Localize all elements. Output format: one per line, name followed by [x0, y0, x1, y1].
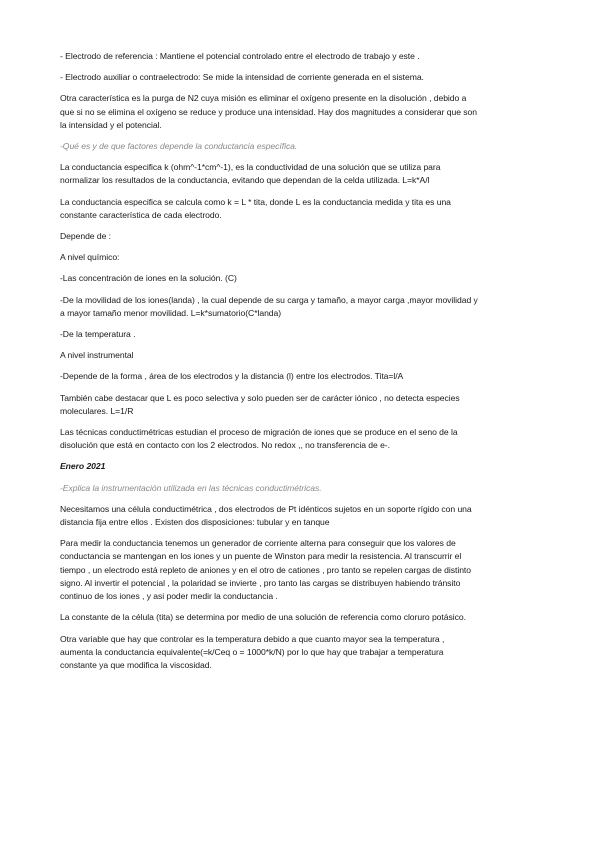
text-line: a mayor tamaño menor movilidad. L=k*sumatorio(C*landa) [60, 307, 282, 318]
text-line: -Explica la instrumentación utilizada en las técnicas conductimétricas. [60, 482, 322, 493]
text-line: aumenta la conductancia equivalente(=k/Ceq o = 1000*k/N) por lo que hay que trabajar a temperatura [60, 646, 444, 657]
text-line: -De la temperatura . [60, 329, 136, 340]
question-specific-conductance [60, 140, 544, 153]
text-line: constante ya que modifica la viscosidad. [60, 659, 212, 670]
paragraph-specific-conductance-def [60, 161, 544, 187]
paragraph-temperature-control [60, 633, 544, 673]
text-line: -Depende de la forma , área de los electrodos y la distancia (l) entre los electrodos. Tita=l/A [60, 371, 404, 382]
text-line: continuo de los iones , y asi poder medir la conductancia . [60, 591, 278, 602]
text-line: disolución que está en contacto con los 2 electrodos. No redox ,, no transferencia de e-. [60, 440, 390, 451]
paragraph-temperature [60, 328, 544, 341]
text-line: Enero 2021 [60, 461, 106, 472]
paragraph-reference-electrode [60, 50, 544, 63]
text-line: A nivel instrumental [60, 350, 134, 361]
paragraph-chemical-level [60, 251, 544, 264]
question-instrumentation [60, 482, 544, 495]
text-line: Depende de : [60, 231, 112, 242]
text-line: Otra variable que hay que controlar es la temperatura debido a que cuanto mayor sea la temperatura , [60, 633, 445, 644]
paragraph-depends-on [60, 230, 544, 243]
text-line: La conductancia especifica se calcula como k = L * tita, donde L es la conductancia medida y tita es una [60, 196, 451, 207]
text-line: A nivel químico: [60, 252, 120, 263]
text-line: constante característica de cada electrodo. [60, 209, 222, 220]
paragraph-ion-concentration [60, 272, 544, 285]
section-heading-enero-2021 [60, 460, 544, 473]
text-line: moleculares. L=1/R [60, 405, 134, 416]
paragraph-cell-constant [60, 611, 544, 624]
text-line: La conductancia especifica k (ohm^-1*cm^-1), es la conductividad de una solución que se utiliza para [60, 162, 441, 173]
text-line: - Electrodo auxiliar o contraelectrodo: Se mide la intensidad de corriente generada en el sistema. [60, 72, 424, 83]
paragraph-specific-conductance-calc [60, 196, 544, 222]
text-line: tiempo , un electrodo está repleto de aniones y en el otro de cationes , pro tanto se repelen cargas de distinto [60, 564, 471, 575]
paragraph-auxiliary-electrode [60, 71, 544, 84]
text-line: Necesitamos una célula conductimétrica , dos electrodos de Pt idénticos sujetos en un soporte rígido con una [60, 503, 472, 514]
text-line: signo. Al invertir el potencial , la polaridad se invierte , pro tanto las cargas se distribuyen habiendo tránsito [60, 577, 461, 588]
text-line: -Las concentración de iones en la solución. (C) [60, 273, 237, 284]
paragraph-n2-purge [60, 92, 544, 132]
document-page [60, 50, 544, 680]
text-line: - Electrodo de referencia : Mantiene el potencial controlado entre el electrodo de trabajo y este . [60, 51, 420, 61]
text-line: Para medir la conductancia tenemos un generador de corriente alterna para conseguir que los valores de [60, 538, 456, 549]
text-line: También cabe destacar que L es poco selectiva y solo pueden ser de carácter iónico , no detecta especies [60, 392, 460, 403]
text-line: -Qué es y de que factores depende la conductancia específica. [60, 141, 298, 152]
paragraph-conductimetric-techniques [60, 426, 544, 452]
text-line: Las técnicas conductimétricas estudian el proceso de migración de iones que se produce en el seno de la [60, 427, 458, 438]
text-line: conductancia se mantengan en los iones y un puente de Winston para medir la resistencia. Al transcurrir el [60, 551, 462, 562]
text-line: que si no se elimina el oxígeno se reduce y produce una intensidad. Hay dos magnitudes a considerar que son [60, 106, 477, 117]
paragraph-instrumental-level [60, 349, 544, 362]
text-line: -De la movilidad de los iones(landa) , la cual depende de su carga y tamaño, a mayor carga ,mayor movilidad y [60, 294, 478, 305]
paragraph-measure-conductance [60, 537, 544, 603]
paragraph-ion-mobility [60, 294, 544, 320]
text-line: Otra característica es la purga de N2 cuya misión es eliminar el oxígeno presente en la disolución , debido a [60, 93, 467, 104]
text-line: distancia fija entre ellos . Existen dos disposiciones: tubular y en tanque [60, 517, 330, 528]
paragraph-selectivity [60, 392, 544, 418]
paragraph-electrode-shape [60, 370, 544, 383]
paragraph-conductimetric-cell [60, 503, 544, 529]
text-line: la intensidad y el potencial. [60, 119, 162, 130]
text-line: La constante de la célula (tita) se determina por medio de una solución de referencia como cloruro potásico. [60, 612, 466, 623]
text-line: normalizar los resultados de la conductancia, evitando que dependan de la celda utilizada. L=k*A/l [60, 175, 430, 186]
